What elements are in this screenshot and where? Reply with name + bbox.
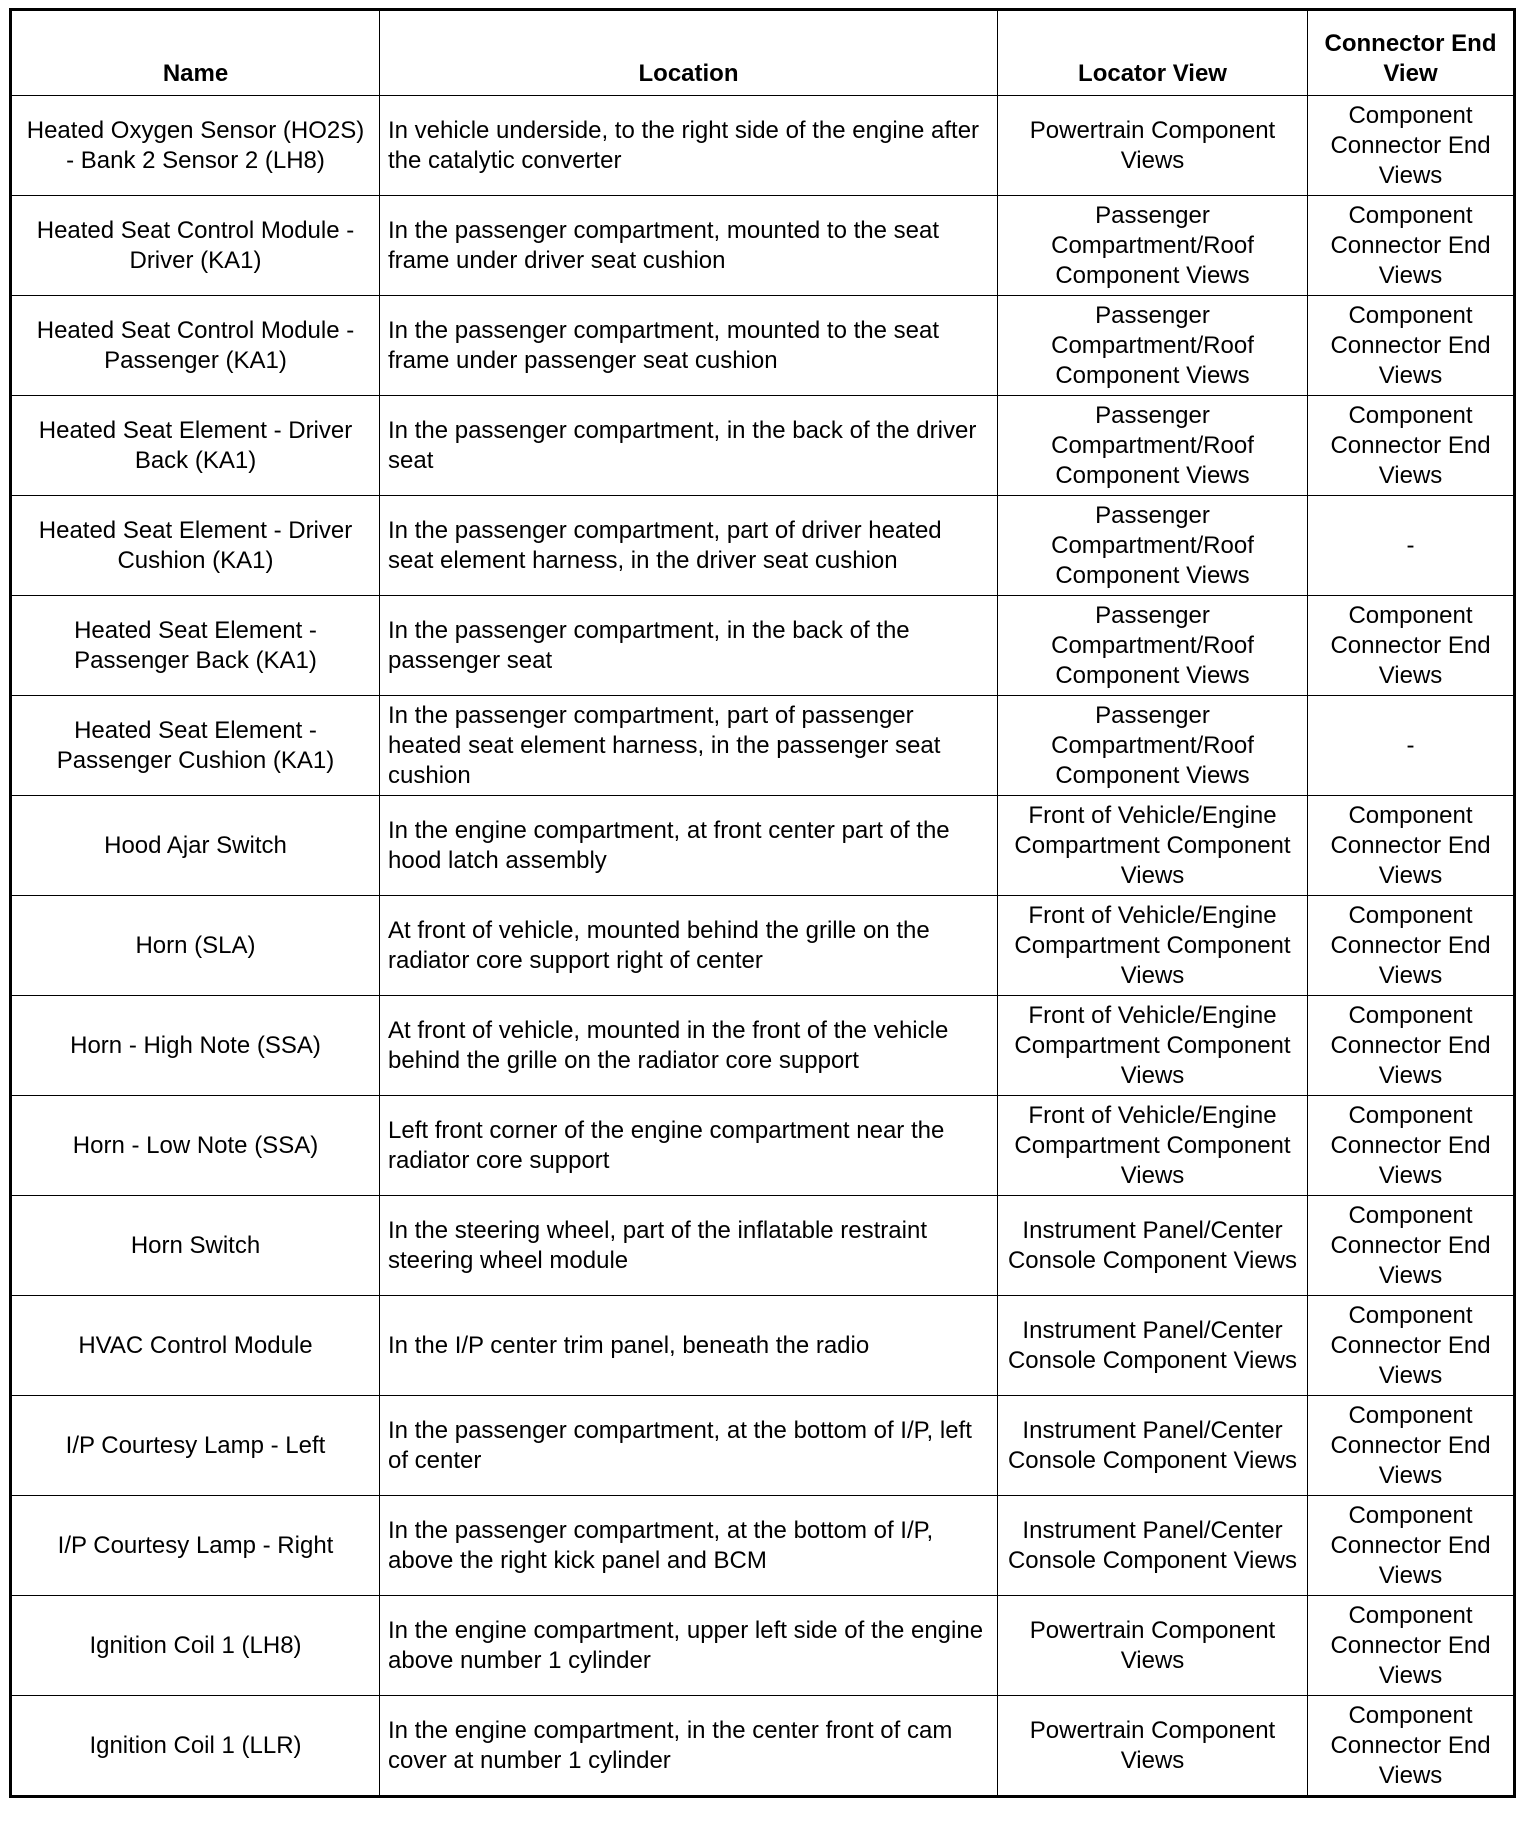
cell-connector-end-view: Component Connector End Views: [1308, 196, 1515, 296]
cell-connector-end-view: Component Connector End Views: [1308, 1196, 1515, 1296]
cell-locator-view: Instrument Panel/Center Console Component Views: [998, 1196, 1308, 1296]
cell-name: HVAC Control Module: [11, 1296, 380, 1396]
cell-location: In the steering wheel, part of the inflatable restraint steering wheel module: [380, 1196, 998, 1296]
cell-name: Horn Switch: [11, 1196, 380, 1296]
cell-location: In the passenger compartment, mounted to the seat frame under driver seat cushion: [380, 196, 998, 296]
column-header-name: Name: [11, 10, 380, 96]
cell-connector-end-view: Component Connector End Views: [1308, 1096, 1515, 1196]
table-row: [11, 796, 1515, 896]
cell-location: At front of vehicle, mounted behind the grille on the radiator core support right of center: [380, 896, 998, 996]
column-header-locator-view: Locator View: [998, 10, 1308, 96]
cell-location: At front of vehicle, mounted in the front of the vehicle behind the grille on the radiator core support: [380, 996, 998, 1096]
cell-location: In the passenger compartment, part of passenger heated seat element harness, in the passenger seat cushion: [380, 696, 998, 796]
cell-locator-view: Passenger Compartment/Roof Component Views: [998, 596, 1308, 696]
cell-locator-view: Powertrain Component Views: [998, 96, 1308, 196]
cell-name: Heated Seat Element - Passenger Cushion (KA1): [11, 696, 380, 796]
cell-locator-view: Instrument Panel/Center Console Component Views: [998, 1296, 1308, 1396]
cell-locator-view: Powertrain Component Views: [998, 1596, 1308, 1696]
table-row: [11, 96, 1515, 196]
cell-locator-view: Front of Vehicle/Engine Compartment Component Views: [998, 796, 1308, 896]
cell-name: Heated Oxygen Sensor (HO2S) - Bank 2 Sensor 2 (LH8): [11, 96, 380, 196]
component-locator-table-container: [9, 8, 1513, 1798]
cell-connector-end-view: Component Connector End Views: [1308, 296, 1515, 396]
cell-locator-view: Passenger Compartment/Roof Component Views: [998, 196, 1308, 296]
cell-locator-view: Instrument Panel/Center Console Component Views: [998, 1496, 1308, 1596]
cell-name: Ignition Coil 1 (LLR): [11, 1696, 380, 1797]
cell-connector-end-view: Component Connector End Views: [1308, 596, 1515, 696]
table-row: [11, 1696, 1515, 1797]
cell-locator-view: Front of Vehicle/Engine Compartment Component Views: [998, 896, 1308, 996]
cell-locator-view: Passenger Compartment/Roof Component Views: [998, 296, 1308, 396]
cell-connector-end-view: Component Connector End Views: [1308, 1596, 1515, 1696]
cell-locator-view: Passenger Compartment/Roof Component Views: [998, 696, 1308, 796]
cell-name: Horn - Low Note (SSA): [11, 1096, 380, 1196]
cell-name: Horn - High Note (SSA): [11, 996, 380, 1096]
cell-connector-end-view: Component Connector End Views: [1308, 896, 1515, 996]
cell-name: Hood Ajar Switch: [11, 796, 380, 896]
cell-location: In the passenger compartment, part of driver heated seat element harness, in the driver seat cushion: [380, 496, 998, 596]
cell-location: In the passenger compartment, in the back of the passenger seat: [380, 596, 998, 696]
cell-location: In the passenger compartment, at the bottom of I/P, left of center: [380, 1396, 998, 1496]
cell-locator-view: Passenger Compartment/Roof Component Views: [998, 496, 1308, 596]
cell-name: Heated Seat Element - Driver Back (KA1): [11, 396, 380, 496]
table-row: [11, 1196, 1515, 1296]
cell-connector-end-view: Component Connector End Views: [1308, 1496, 1515, 1596]
table-row: [11, 896, 1515, 996]
table-row: [11, 1296, 1515, 1396]
cell-name: I/P Courtesy Lamp - Right: [11, 1496, 380, 1596]
cell-connector-end-view: -: [1308, 696, 1515, 796]
cell-name: Heated Seat Control Module - Driver (KA1): [11, 196, 380, 296]
column-header-connector-end-view: Connector End View: [1308, 10, 1515, 96]
cell-connector-end-view: Component Connector End Views: [1308, 1296, 1515, 1396]
cell-locator-view: Passenger Compartment/Roof Component Views: [998, 396, 1308, 496]
cell-locator-view: Instrument Panel/Center Console Component Views: [998, 1396, 1308, 1496]
cell-locator-view: Powertrain Component Views: [998, 1696, 1308, 1797]
table-row: [11, 696, 1515, 796]
cell-connector-end-view: Component Connector End Views: [1308, 796, 1515, 896]
table-row: [11, 996, 1515, 1096]
cell-location: In the engine compartment, at front center part of the hood latch assembly: [380, 796, 998, 896]
cell-location: In the I/P center trim panel, beneath the radio: [380, 1296, 998, 1396]
component-locator-table: [9, 8, 1516, 1798]
cell-locator-view: Front of Vehicle/Engine Compartment Component Views: [998, 996, 1308, 1096]
cell-location: In the passenger compartment, mounted to the seat frame under passenger seat cushion: [380, 296, 998, 396]
table-row: [11, 496, 1515, 596]
table-header: [11, 10, 1515, 96]
column-header-location: Location: [380, 10, 998, 96]
cell-name: Horn (SLA): [11, 896, 380, 996]
cell-connector-end-view: Component Connector End Views: [1308, 1696, 1515, 1797]
cell-connector-end-view: Component Connector End Views: [1308, 1396, 1515, 1496]
cell-name: I/P Courtesy Lamp - Left: [11, 1396, 380, 1496]
table-row: [11, 1096, 1515, 1196]
cell-locator-view: Front of Vehicle/Engine Compartment Component Views: [998, 1096, 1308, 1196]
cell-name: Heated Seat Control Module - Passenger (KA1): [11, 296, 380, 396]
cell-location: Left front corner of the engine compartment near the radiator core support: [380, 1096, 998, 1196]
cell-name: Ignition Coil 1 (LH8): [11, 1596, 380, 1696]
cell-location: In the passenger compartment, at the bottom of I/P, above the right kick panel and BCM: [380, 1496, 998, 1596]
table-row: [11, 296, 1515, 396]
cell-name: Heated Seat Element - Driver Cushion (KA1): [11, 496, 380, 596]
cell-location: In the passenger compartment, in the back of the driver seat: [380, 396, 998, 496]
cell-location: In the engine compartment, upper left side of the engine above number 1 cylinder: [380, 1596, 998, 1696]
cell-location: In the engine compartment, in the center front of cam cover at number 1 cylinder: [380, 1696, 998, 1797]
cell-connector-end-view: Component Connector End Views: [1308, 996, 1515, 1096]
table-body: [11, 96, 1515, 1797]
cell-location: In vehicle underside, to the right side of the engine after the catalytic converter: [380, 96, 998, 196]
cell-connector-end-view: Component Connector End Views: [1308, 96, 1515, 196]
table-row: [11, 396, 1515, 496]
cell-connector-end-view: -: [1308, 496, 1515, 596]
table-row: [11, 196, 1515, 296]
table-row: [11, 1396, 1515, 1496]
table-row: [11, 1496, 1515, 1596]
cell-connector-end-view: Component Connector End Views: [1308, 396, 1515, 496]
cell-name: Heated Seat Element - Passenger Back (KA1): [11, 596, 380, 696]
table-row: [11, 596, 1515, 696]
table-row: [11, 1596, 1515, 1696]
header-row: [11, 10, 1515, 96]
